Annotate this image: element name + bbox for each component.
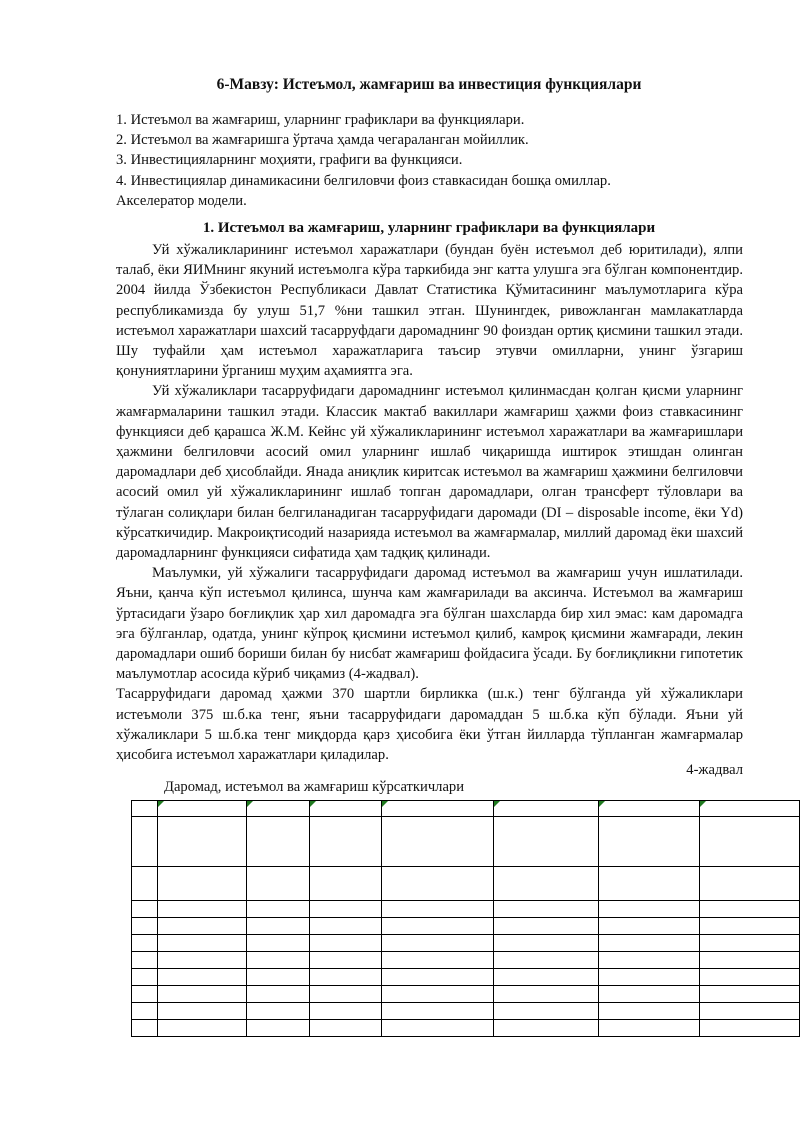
outline-item: 1. Истеъмол ва жамғариш, уларнинг графиклари ва функциялари. <box>116 112 525 128</box>
table-row <box>132 935 800 952</box>
table-row <box>132 1003 800 1020</box>
table-row <box>132 986 800 1003</box>
outline-item: 3. Инвестицияларнинг моҳияти, графиги ва функцияси. <box>116 152 463 169</box>
table-row <box>132 901 800 918</box>
body-text <box>116 240 743 765</box>
table-cell <box>310 801 382 817</box>
table-row <box>132 969 800 986</box>
paragraph: Тасарруфидаги даромад ҳажми 370 шартли бирликка (ш.к.) тенг бўлганда уй хўжаликлари истеъмоли 375 ш.б.ка тенг, яъни тасарруфидаги даромаддан 5 ш.б.ка кўп бўлади. Яъни уй хўжаликлари 5 ш.б.ка тенг миқдорда қарз ҳисобига ёки ўтган йилларда тўпланган жамғармалар ҳисобига истеъмол харажатлари қиладилар. <box>116 686 743 764</box>
table-cell <box>494 801 599 817</box>
table-number: 4-жадвал <box>686 762 743 778</box>
paragraph: Уй хўжаликлари тасарруфидаги даромаднинг истеъмол қилинмасдан қолган қисми уларнинг жамғармаларини ташкил этади. Классик мактаб вакиллари жамғариш ҳажми фоиз ставкасининг функцияси деб қарашса Ж.М. Кейнс уй хўжаликларининг истеъмол харажатлари ва жамғаришлари ҳажмини белгиловчи асосий омил уларнинг ишлаб чиқаришда иштирок этишдан олинган даромадлари деб ҳисоблайди. Янада аниқлик киритсак истеъмол ва жамғариш ҳажмини белгиловчи асосий омил уй хўжаликларининг ишлаб топган даромадлари, олган трансферт тўловлари ва тўлаган солиқлари билан белгиланадиган тасарруфидаги даромади (DI – disposable income, ёки Yd) кўрсаткичидир. Макроиқтисодий назарияда истеъмол ва жамғармалар, миллий даромад ёки шахсий даромадларнинг функцияси сифатида ҳам тадқиқ қилинади. <box>116 383 743 562</box>
table-cell <box>247 801 310 817</box>
table-row <box>132 918 800 935</box>
table-caption: Даромад, истеъмол ва жамғариш кўрсаткичлари <box>164 779 465 795</box>
table-row <box>132 801 800 817</box>
page-title: 6-Мавзу: Истеъмол, жамғариш ва инвестиция функциялари <box>216 76 642 93</box>
table-cell <box>158 801 247 817</box>
table-cell <box>382 801 494 817</box>
outline-item: Акселератор модели. <box>116 192 247 209</box>
topic-outline <box>116 110 742 211</box>
table-row <box>132 952 800 969</box>
table-cell <box>132 801 158 817</box>
table-row <box>132 1020 800 1037</box>
outline-item: 2. Истеъмол ва жамғаришга ўртача ҳамда чегараланган мойиллик. <box>116 132 529 149</box>
indicators-table <box>131 800 800 1037</box>
section-heading: 1. Истеъмол ва жамғариш, уларнинг графиклари ва функциялари <box>202 220 656 236</box>
table-cell <box>700 801 800 817</box>
table-cell <box>599 801 700 817</box>
outline-item: 4. Инвестициялар динамикасини белгиловчи фоиз ставкасидан бошқа омиллар. <box>116 172 611 189</box>
paragraph: Маълумки, уй хўжалиги тасарруфидаги даромад истеъмол ва жамғариш учун ишлатилади. Яъни, қанча кўп истеъмол қилинса, шунча кам жамғарилади ва аксинча. Истеъмол ва жамғариш ўртасидаги ўзаро боғлиқлик ҳар хил даромадга эга бўлган шахсларда бир хил эмас: кам даромадга эга бўлганлар, одатда, унинг кўпроқ қисмини истеъмол қилиб, камроқ қисмини жамғаради, лекин даромадлари ошиб бориши билан бу нисбат жамғариш фойдасига ўсади. Бу боғлиқликни гипотетик маълумотлар асосида кўриб чиқамиз (4-жадвал). <box>116 565 743 683</box>
table-row <box>132 867 800 901</box>
table-row <box>132 817 800 867</box>
paragraph: Уй хўжаликларининг истеъмол харажатлари (бундан буён истеъмол деб юритилади), ялпи талаб, ёки ЯИМнинг якуний истеъмолга кўра таркибида энг катта улушга эга бўлган компонентдир. 2004 йилда Ўзбекистон Республикаси Давлат Статистика Қўмитасининг маълумотларига кўра республикамизда бу улуш 51,7 %ни ташкил этган. Шунингдек, ривожланган мамлакатларда истеъмол харажатлари шахсий тасарруфдаги даромаднинг 90 фоиздан ортиқ қисмини ташкил этади. Шу туфайли ҳам истеъмол харажатларига таъсир этувчи омилларни, унинг ўзгариш қонуниятларини ўрганиш муҳим аҳамиятга эга. <box>116 242 743 380</box>
